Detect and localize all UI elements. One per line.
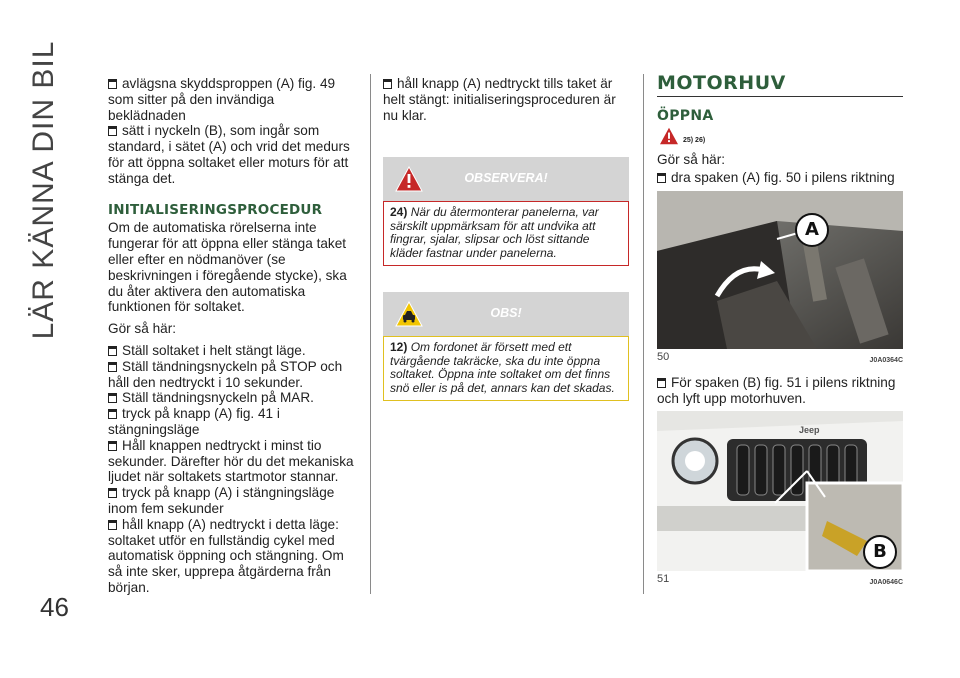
note-header [383,292,629,336]
step-item: håll knapp (A) nedtryckt tills taket är helt stängt: initialiseringsproceduren är nu klar. [383,76,616,123]
bullet-icon [108,441,117,451]
column-3 [657,72,903,591]
intro-line: sätt i nyckeln (B), som ingår som standard, i sätet (A) och vrid det medurs för att öppna soltaket eller moturs för att stänga det. [108,123,350,186]
figure-50-image [657,191,903,349]
note-title: OBS! [490,306,522,321]
figure-number: 51 [657,573,670,586]
warning-reference [659,127,903,149]
bullet-icon [108,409,117,419]
jeep-logo: Jeep [799,425,820,436]
column-2 [383,76,629,401]
figure-50-caption [657,350,903,369]
warning-triangle-icon [659,127,679,145]
page-number: 46 [40,592,69,622]
note-text: Om fordonet är försett med ett tvärgående takräcke, ska du inte öppna soltaket. Öppna inte soltaket om det finns snö eller is på det, annars kan det skadas. [390,340,615,395]
figure-number: 50 [657,350,670,363]
lead-text: Gör så här: [657,152,725,168]
warning-text: När du återmonterar panelerna, var särskilt uppmärksam för att undvika att fingrar, sjalar, slipsar och löst sittande kläder fastnar under panelerna. [390,205,599,260]
bullet-icon [108,126,117,136]
step-item: dra spaken (A) fig. 50 i pilens riktning [657,170,903,186]
bullet-icon [657,173,666,183]
callout-b: B [863,535,897,569]
figure-51-caption [657,572,903,591]
bullet-icon [108,346,117,356]
step-item: Ställ soltaket i helt stängt läge. [108,343,354,359]
note-text-box [383,336,629,401]
hood-lever-photo [657,191,903,349]
warning-refs: 25) 26) [683,136,706,144]
step-item: tryck på knapp (A) i stängningsläge inom fem sekunder [108,485,335,516]
step-item: För spaken (B) fig. 51 i pilens riktning och lyft upp motorhuven. [657,374,896,406]
figure-code: J0A0646C [869,579,903,587]
bullet-icon [108,520,117,530]
step-item: tryck på knapp (A) fig. 41 i stängningsläge [108,406,280,437]
figure-code: J0A0364C [869,356,903,364]
column-divider [643,74,644,594]
sub-heading: ÖPPNA [657,107,714,124]
bullet-icon [657,378,666,388]
section-heading: INITIALISERINGSPROCEDUR [108,201,323,218]
bullet-icon [108,362,117,372]
intro-line: avlägsna skyddsproppen (A) fig. 49 som sitter på den invändiga beklädnaden [108,76,336,123]
warning-number: 24) [390,205,408,220]
note-number: 12) [390,340,408,355]
bullet-icon [108,79,117,89]
step-item: Ställ tändningsnyckeln på STOP och håll den nedtryckt i 10 sekunder. [108,358,343,390]
section-title: LÄR KÄNNA DIN BIL [27,40,60,340]
column-divider [370,74,371,594]
step-item: håll knapp (A) nedtryckt i detta läge: soltaket utför en fullständig cykel med automatisk öppning och stängning. Om så inte sker, upprepa åtgärderna från början. [108,516,344,595]
warning-title: OBSERVERA! [464,171,548,186]
figure-51-image [657,411,903,571]
step-item: Håll knappen nedtryckt i minst tio sekunder. Därefter hör du det mekaniska ljudet när soltakets startmotor stannar. [108,437,354,485]
bullet-icon [383,79,392,89]
step-item: Ställ tändningsnyckeln på MAR. [108,390,354,406]
lead-text: Gör så här: [108,321,176,337]
main-heading: MOTORHUV [657,76,903,97]
bullet-icon [108,488,117,498]
column-1 [108,76,354,596]
warning-header [383,157,629,201]
bullet-icon [108,393,117,403]
paragraph: Om de automatiska rörelserna inte fungerar för att öppna eller stänga taket eller efter en nödmanöver (se beskrivningen i föregående stycke), ska du åter aktivera den automatiska funktionen för soltaket. [108,220,347,315]
warning-text-box [383,201,629,266]
callout-a: A [795,213,829,247]
